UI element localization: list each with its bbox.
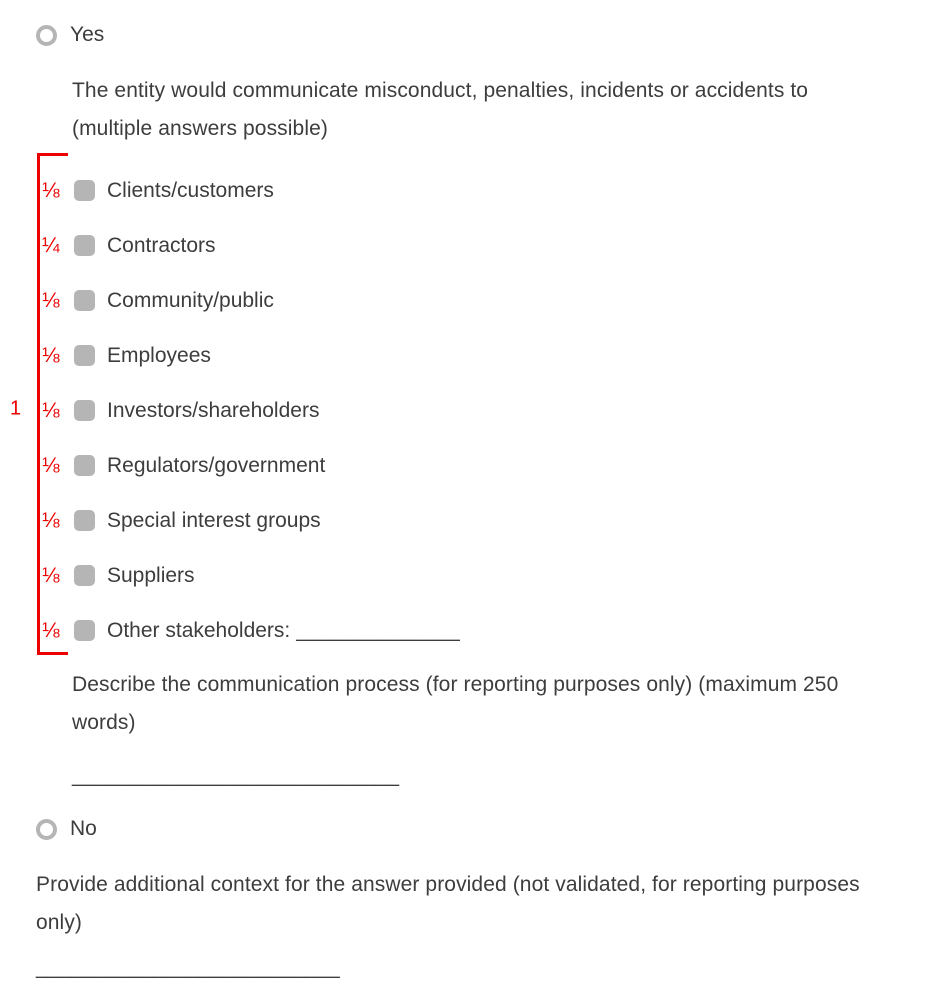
annotation-fraction: ⅛ xyxy=(42,178,60,202)
checkbox-label: Clients/customers xyxy=(107,178,274,202)
checkbox-icon[interactable] xyxy=(74,290,95,311)
annotation-fraction: ⅛ xyxy=(42,453,60,477)
annotation-group-label: 1 xyxy=(10,397,22,420)
checkbox-label: Suppliers xyxy=(107,563,195,587)
describe-prompt: Describe the communication process (for reporting purposes only) (maximum 250 words) xyxy=(72,673,839,734)
checkbox-icon[interactable] xyxy=(74,180,95,201)
checkbox-group xyxy=(10,163,914,658)
communication-process-input[interactable]: ____________________________ xyxy=(72,764,400,787)
checkbox-row xyxy=(36,328,914,383)
checkbox-row xyxy=(36,163,914,218)
checkbox-label xyxy=(107,619,460,643)
checkbox-row-other xyxy=(36,603,914,658)
additional-context-input[interactable]: __________________________ xyxy=(36,956,340,979)
annotation-bracket xyxy=(37,153,40,655)
checkbox-row xyxy=(36,218,914,273)
checkbox-icon[interactable] xyxy=(74,400,95,421)
checkbox-icon[interactable] xyxy=(74,345,95,366)
checkbox-icon[interactable] xyxy=(74,620,95,641)
checkbox-label-text: Other stakeholders: xyxy=(107,618,291,642)
annotation-fraction: ⅛ xyxy=(42,563,60,587)
checkbox-label: Special interest groups xyxy=(107,508,321,532)
annotation-fraction: ⅛ xyxy=(42,618,60,642)
annotation-fraction: ¼ xyxy=(42,233,60,257)
checkbox-icon[interactable] xyxy=(74,455,95,476)
radio-button-icon[interactable] xyxy=(36,25,57,46)
checkbox-icon[interactable] xyxy=(74,565,95,586)
annotation-fraction: ⅛ xyxy=(42,288,60,312)
annotation-fraction: ⅛ xyxy=(42,508,60,532)
checkbox-row xyxy=(36,273,914,328)
checkbox-row xyxy=(36,493,914,548)
checkbox-label: Employees xyxy=(107,343,211,367)
radio-option-yes[interactable] xyxy=(36,14,914,56)
checkbox-label: Investors/shareholders xyxy=(107,398,320,422)
checkbox-label: Regulators/government xyxy=(107,453,326,477)
checkbox-row xyxy=(36,548,914,603)
checkbox-icon[interactable] xyxy=(74,235,95,256)
radio-button-icon[interactable] xyxy=(36,819,57,840)
radio-yes-label: Yes xyxy=(70,23,105,46)
checkbox-row xyxy=(36,438,914,493)
annotation-fraction: ⅛ xyxy=(42,343,60,367)
context-prompt: Provide additional context for the answer provided (not validated, for reporting purposes only) xyxy=(36,873,860,934)
checkbox-icon[interactable] xyxy=(74,510,95,531)
question-prompt: The entity would communicate misconduct, penalties, incidents or accidents to (multiple answers possible) xyxy=(72,79,809,140)
radio-no-label: No xyxy=(70,817,97,840)
other-stakeholders-input[interactable]: ______________ xyxy=(296,618,460,642)
checkbox-label: Community/public xyxy=(107,288,274,312)
checkbox-label: Contractors xyxy=(107,233,216,257)
annotation-fraction: ⅛ xyxy=(42,398,60,422)
checkbox-row xyxy=(36,383,914,438)
radio-option-no[interactable] xyxy=(36,808,914,850)
